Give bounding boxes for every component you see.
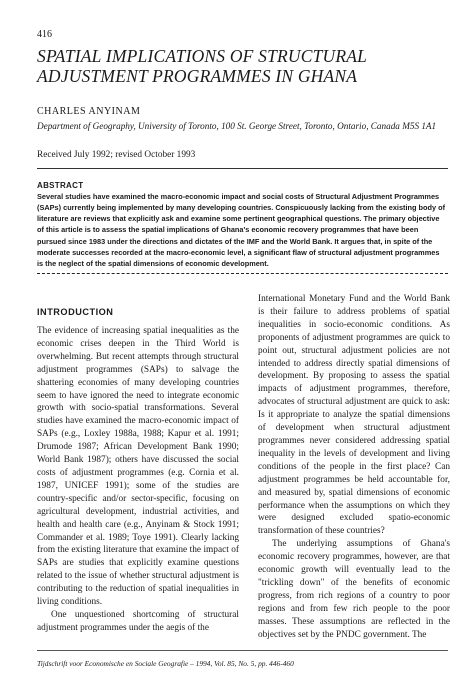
left-column: [37, 325, 239, 635]
introduction-heading: INTRODUCTION: [37, 307, 114, 317]
page-number: 416: [37, 29, 52, 40]
abstract-text: Several studies have examined the macro-economic impact and social costs of Structural Adjustment Programmes (SAPs) currently being implemented by many developing countries. Conspicuously lacking from the existing body of literature are reviews that explicitly ask and examine some pertinent geographical questions. The primary objective of this article is to assess the spatial implications of Ghana's economic recovery programmes that have been pursued since 1983 under the directions and dictates of the IMF and the World Bank. It argues that, in spite of the moderate successes recorded at the macro-economic level, a significant flaw of structural adjustment programmes is the neglect of the spatial dimensions of economic development.: [37, 192, 446, 268]
right-column: [258, 293, 450, 641]
body-paragraph: International Monetary Fund and the World Bank is their failure to address problems of spatial inequalities in socio-economic conditions. As proponents of adjustment programmes are quick to point out, structural adjustment policies are not intended to address directly spatial dimensions of development. By proposing to assess the spatial impacts of adjustment programmes, therefore, advocates of structural adjustment are quick to ask: Is it appropriate to analyze the spatial dimensions of development when structural adjustment programmes never considered addressing spatial inequality in the levels of development and living conditions of the people in the first place? Can adjustment programmes be held accountable for, and measured by, spatial dimensions of economic performance when the assumptions on which they were designed excluded spatio-economic transformation of these countries?: [258, 294, 450, 537]
keywords-rule: [37, 273, 448, 274]
article-title: SPATIAL IMPLICATIONS OF STRUCTURAL ADJUSTMENT PROGRAMMES IN GHANA: [37, 46, 367, 86]
author-affiliation: Department of Geography, University of Toronto, 100 St. George Street, Toronto, Ontario, Canada M5S 1A1: [37, 121, 437, 131]
author-name: CHARLES ANYINAM: [37, 106, 141, 117]
body-paragraph: The underlying assumptions of Ghana's economic recovery programmes, however, are that economic growth will eventually lead to the "trickling down" of the benefits of economic progress, from rich regions of a country to poor regions and from few rich people to the poor masses. These assumptions are reflected in the objectives set by the PNDC government. The: [258, 539, 450, 640]
abstract-heading: ABSTRACT: [37, 181, 84, 190]
body-paragraph: One unquestioned shortcoming of structural adjustment programmes under the aegis of the: [37, 609, 239, 633]
journal-footer: Tijdschrift voor Economische en Sociale Geografie – 1994, Vol. 85, No. 5, pp. 446-460: [37, 659, 294, 668]
received-dates: Received July 1992; revised October 1993: [37, 150, 196, 160]
body-paragraph: The evidence of increasing spatial inequalities as the economic crises deepen in the Third World is overwhelming. But recent attempts through structural adjustment programmes (SAPs) to salvage the shattering economies of many developing countries seem to have ignored the need to integrate economic growth with socio-spatial transformations. Several studies have examined the macro-economic impact of SAPs (e.g., Loxley 1988a, 1988; Kapur et al. 1991; Drumode 1987; African Development Bank 1990; World Bank 1987); others have discussed the social costs of adjustment programmes (e.g. Cornia et al. 1987, UNICEF 1991); some of the studies are country-specific and/or sector-specific, focusing on agricultural development, industrial activities, and health and health care (e.g., Anyinam & Stock 1991; Commander et al. 1989; Toye 1991). Clearly lacking from the existing literature that examine the impact of SAPs are studies that explicitly examine questions related to the issue of whether structural adjustment is contributing to the reduction of spatial inequalities in living conditions.: [37, 326, 239, 608]
footer-rule: [37, 650, 448, 651]
abstract-top-rule: [37, 168, 448, 169]
